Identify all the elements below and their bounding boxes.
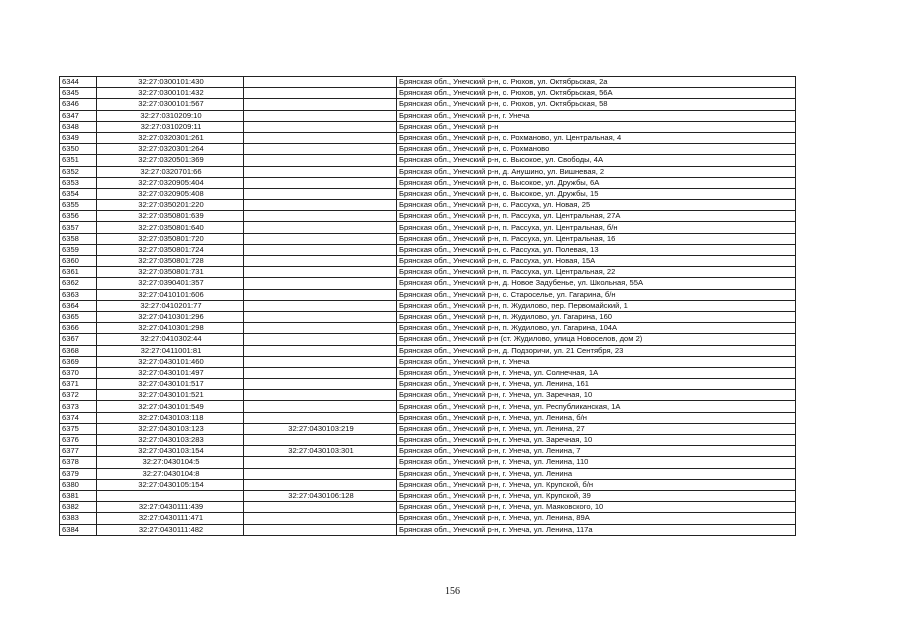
row-number-cell: 6352 (60, 166, 97, 177)
row-number-cell: 6344 (60, 77, 97, 88)
cadastral-number-cell: 32:27:0310209:10 (97, 110, 244, 121)
table-row (60, 267, 796, 278)
cadastral-number-cell: 32:27:0410201:77 (97, 300, 244, 311)
table-row (60, 300, 796, 311)
row-number-cell: 6369 (60, 356, 97, 367)
cadastral-number-cell: 32:27:0310209:11 (97, 121, 244, 132)
row-number-cell: 6372 (60, 390, 97, 401)
table-row (60, 256, 796, 267)
previous-cadastral-number-cell (244, 144, 397, 155)
row-number-cell: 6378 (60, 457, 97, 468)
previous-cadastral-number-cell (244, 166, 397, 177)
previous-cadastral-number-cell (244, 334, 397, 345)
previous-cadastral-number-cell (244, 435, 397, 446)
cadastral-number-cell: 32:27:0390401:357 (97, 278, 244, 289)
address-cell: Брянская обл., Унечский р-н, г. Унеча (397, 110, 796, 121)
address-cell: Брянская обл., Унечский р-н, с. Высокое, ул. Дружбы, 6А (397, 177, 796, 188)
previous-cadastral-number-cell (244, 267, 397, 278)
table-row (60, 356, 796, 367)
cadastral-number-cell: 32:27:0350801:720 (97, 233, 244, 244)
row-number-cell: 6376 (60, 435, 97, 446)
previous-cadastral-number-cell (244, 367, 397, 378)
previous-cadastral-number-cell (244, 155, 397, 166)
row-number-cell: 6355 (60, 200, 97, 211)
row-number-cell: 6358 (60, 233, 97, 244)
address-cell: Брянская обл., Унечский р-н, с. Рохманово, ул. Центральная, 4 (397, 132, 796, 143)
row-number-cell: 6380 (60, 479, 97, 490)
cadastral-number-cell: 32:27:0430101:521 (97, 390, 244, 401)
address-cell: Брянская обл., Унечский р-н, с. Рюхов, ул. Октябрьская, 56А (397, 88, 796, 99)
row-number-cell: 6362 (60, 278, 97, 289)
table-row (60, 323, 796, 334)
cadastral-number-cell: 32:27:0300101:567 (97, 99, 244, 110)
row-number-cell: 6347 (60, 110, 97, 121)
previous-cadastral-number-cell (244, 356, 397, 367)
table-row (60, 367, 796, 378)
row-number-cell: 6373 (60, 401, 97, 412)
row-number-cell: 6360 (60, 256, 97, 267)
cadastral-number-cell: 32:27:0350801:724 (97, 244, 244, 255)
cadastral-number-cell: 32:27:0410301:298 (97, 323, 244, 334)
row-number-cell: 6365 (60, 311, 97, 322)
table-row (60, 412, 796, 423)
previous-cadastral-number-cell (244, 200, 397, 211)
cadastral-number-cell: 32:27:0350801:640 (97, 222, 244, 233)
cadastral-number-cell: 32:27:0430103:123 (97, 423, 244, 434)
previous-cadastral-number-cell (244, 345, 397, 356)
previous-cadastral-number-cell (244, 468, 397, 479)
cadastral-number-cell: 32:27:0410302:44 (97, 334, 244, 345)
cadastral-number-cell: 32:27:0320501:369 (97, 155, 244, 166)
address-cell: Брянская обл., Унечский р-н, г. Унеча, ул. Ленина, 89А (397, 513, 796, 524)
row-number-cell: 6379 (60, 468, 97, 479)
address-cell: Брянская обл., Унечский р-н, п. Жудилово, ул. Гагарина, 160 (397, 311, 796, 322)
row-number-cell: 6354 (60, 188, 97, 199)
address-cell: Брянская обл., Унечский р-н, г. Унеча, ул. Заречная, 10 (397, 390, 796, 401)
row-number-cell: 6350 (60, 144, 97, 155)
cadastral-number-cell: 32:27:0320701:66 (97, 166, 244, 177)
previous-cadastral-number-cell (244, 379, 397, 390)
previous-cadastral-number-cell (244, 278, 397, 289)
address-cell: Брянская обл., Унечский р-н, г. Унеча, ул. Заречная, 10 (397, 435, 796, 446)
cadastral-number-cell: 32:27:0430111:439 (97, 502, 244, 513)
cadastral-number-cell: 32:27:0430103:118 (97, 412, 244, 423)
row-number-cell: 6371 (60, 379, 97, 390)
table-row (60, 468, 796, 479)
table-row (60, 166, 796, 177)
address-cell: Брянская обл., Унечский р-н, с. Рохманово (397, 144, 796, 155)
table-row (60, 121, 796, 132)
address-cell: Брянская обл., Унечский р-н, г. Унеча, ул. Маяковского, 10 (397, 502, 796, 513)
table-row (60, 446, 796, 457)
row-number-cell: 6346 (60, 99, 97, 110)
row-number-cell: 6356 (60, 211, 97, 222)
previous-cadastral-number-cell (244, 77, 397, 88)
previous-cadastral-number-cell (244, 479, 397, 490)
table-row (60, 401, 796, 412)
previous-cadastral-number-cell (244, 300, 397, 311)
previous-cadastral-number-cell (244, 513, 397, 524)
cadastral-number-cell: 32:27:0430103:283 (97, 435, 244, 446)
registry-table-body (60, 77, 796, 536)
cadastral-number-cell: 32:27:0430104:5 (97, 457, 244, 468)
row-number-cell: 6368 (60, 345, 97, 356)
page-number: 156 (445, 586, 460, 597)
address-cell: Брянская обл., Унечский р-н, г. Унеча, ул. Ленина (397, 468, 796, 479)
cadastral-number-cell: 32:27:0430101:549 (97, 401, 244, 412)
address-cell: Брянская обл., Унечский р-н, с. Высокое, ул. Свободы, 4А (397, 155, 796, 166)
table-row (60, 334, 796, 345)
previous-cadastral-number-cell (244, 323, 397, 334)
address-cell: Брянская обл., Унечский р-н, п. Рассуха, ул. Центральная, б/н (397, 222, 796, 233)
cadastral-number-cell: 32:27:0430101:460 (97, 356, 244, 367)
table-row (60, 222, 796, 233)
row-number-cell: 6348 (60, 121, 97, 132)
row-number-cell: 6370 (60, 367, 97, 378)
cadastral-number-cell: 32:27:0411001:81 (97, 345, 244, 356)
table-row (60, 177, 796, 188)
previous-cadastral-number-cell (244, 121, 397, 132)
cadastral-number-cell: 32:27:0320905:408 (97, 188, 244, 199)
table-row (60, 211, 796, 222)
cadastral-number-cell: 32:27:0320301:264 (97, 144, 244, 155)
address-cell: Брянская обл., Унечский р-н, д. Подзоричи, ул. 21 Сентября, 23 (397, 345, 796, 356)
address-cell: Брянская обл., Унечский р-н, п. Рассуха, ул. Центральная, 16 (397, 233, 796, 244)
previous-cadastral-number-cell (244, 502, 397, 513)
registry-table (59, 76, 796, 536)
cadastral-number-cell: 32:27:0350801:731 (97, 267, 244, 278)
cadastral-number-cell: 32:27:0300101:430 (97, 77, 244, 88)
address-cell: Брянская обл., Унечский р-н, п. Жудилово, ул. Гагарина, 104А (397, 323, 796, 334)
previous-cadastral-number-cell (244, 412, 397, 423)
table-row (60, 379, 796, 390)
previous-cadastral-number-cell (244, 177, 397, 188)
row-number-cell: 6382 (60, 502, 97, 513)
address-cell: Брянская обл., Унечский р-н, г. Унеча, ул. Ленина, 110 (397, 457, 796, 468)
previous-cadastral-number-cell (244, 401, 397, 412)
cadastral-number-cell: 32:27:0320301:261 (97, 132, 244, 143)
row-number-cell: 6357 (60, 222, 97, 233)
table-row (60, 513, 796, 524)
table-row (60, 132, 796, 143)
table-row (60, 502, 796, 513)
cadastral-number-cell: 32:27:0300101:432 (97, 88, 244, 99)
address-cell: Брянская обл., Унечский р-н, г. Унеча, ул. Ленина, 27 (397, 423, 796, 434)
address-cell: Брянская обл., Унечский р-н (397, 121, 796, 132)
previous-cadastral-number-cell (244, 99, 397, 110)
table-row (60, 289, 796, 300)
table-row (60, 345, 796, 356)
address-cell: Брянская обл., Унечский р-н, д. Новое Задубенье, ул. Школьная, 55А (397, 278, 796, 289)
table-row (60, 423, 796, 434)
address-cell: Брянская обл., Унечский р-н, с. Рюхов, ул. Октябрьская, 58 (397, 99, 796, 110)
cadastral-number-cell: 32:27:0430111:471 (97, 513, 244, 524)
cadastral-number-cell (97, 490, 244, 501)
cadastral-number-cell: 32:27:0320905:404 (97, 177, 244, 188)
previous-cadastral-number-cell (244, 244, 397, 255)
row-number-cell: 6345 (60, 88, 97, 99)
previous-cadastral-number-cell (244, 132, 397, 143)
row-number-cell: 6374 (60, 412, 97, 423)
address-cell: Брянская обл., Унечский р-н, г. Унеча, ул. Ленина, 7 (397, 446, 796, 457)
address-cell: Брянская обл., Унечский р-н, с. Староселье, ул. Гагарина, б/н (397, 289, 796, 300)
previous-cadastral-number-cell (244, 188, 397, 199)
row-number-cell: 6361 (60, 267, 97, 278)
table-row (60, 200, 796, 211)
table-row (60, 524, 796, 535)
table-row (60, 155, 796, 166)
row-number-cell: 6377 (60, 446, 97, 457)
table-row (60, 188, 796, 199)
address-cell: Брянская обл., Унечский р-н, г. Унеча, ул. Ленина, б/н (397, 412, 796, 423)
table-row (60, 110, 796, 121)
table-row (60, 88, 796, 99)
cadastral-number-cell: 32:27:0430103:154 (97, 446, 244, 457)
row-number-cell: 6351 (60, 155, 97, 166)
previous-cadastral-number-cell (244, 110, 397, 121)
row-number-cell: 6363 (60, 289, 97, 300)
row-number-cell: 6364 (60, 300, 97, 311)
previous-cadastral-number-cell (244, 311, 397, 322)
address-cell: Брянская обл., Унечский р-н, г. Унеча, ул. Крупской, 39 (397, 490, 796, 501)
address-cell: Брянская обл., Унечский р-н, г. Унеча, ул. Крупской, б/н (397, 479, 796, 490)
table-row (60, 99, 796, 110)
table-row (60, 490, 796, 501)
cadastral-number-cell: 32:27:0410301:296 (97, 311, 244, 322)
previous-cadastral-number-cell (244, 256, 397, 267)
previous-cadastral-number-cell: 32:27:0430103:219 (244, 423, 397, 434)
row-number-cell: 6353 (60, 177, 97, 188)
cadastral-number-cell: 32:27:0410101:606 (97, 289, 244, 300)
cadastral-number-cell: 32:27:0430101:517 (97, 379, 244, 390)
row-number-cell: 6384 (60, 524, 97, 535)
address-cell: Брянская обл., Унечский р-н, с. Рассуха, ул. Новая, 25 (397, 200, 796, 211)
row-number-cell: 6349 (60, 132, 97, 143)
address-cell: Брянская обл., Унечский р-н, п. Жудилово, пер. Первомайский, 1 (397, 300, 796, 311)
previous-cadastral-number-cell (244, 289, 397, 300)
previous-cadastral-number-cell (244, 233, 397, 244)
previous-cadastral-number-cell (244, 457, 397, 468)
address-cell: Брянская обл., Унечский р-н, с. Рассуха, ул. Полевая, 13 (397, 244, 796, 255)
previous-cadastral-number-cell (244, 222, 397, 233)
address-cell: Брянская обл., Унечский р-н, с. Высокое, ул. Дружбы, 15 (397, 188, 796, 199)
address-cell: Брянская обл., Унечский р-н, г. Унеча (397, 356, 796, 367)
table-row (60, 390, 796, 401)
address-cell: Брянская обл., Унечский р-н, г. Унеча, ул. Солнечная, 1А (397, 367, 796, 378)
previous-cadastral-number-cell (244, 88, 397, 99)
cadastral-number-cell: 32:27:0350201:220 (97, 200, 244, 211)
address-cell: Брянская обл., Унечский р-н, п. Рассуха, ул. Центральная, 22 (397, 267, 796, 278)
previous-cadastral-number-cell: 32:27:0430103:301 (244, 446, 397, 457)
address-cell: Брянская обл., Унечский р-н (ст. Жудилово, улица Новоселов, дом 2) (397, 334, 796, 345)
cadastral-number-cell: 32:27:0430111:482 (97, 524, 244, 535)
address-cell: Брянская обл., Унечский р-н, с. Рюхов, ул. Октябрьская, 2а (397, 77, 796, 88)
row-number-cell: 6366 (60, 323, 97, 334)
table-row (60, 435, 796, 446)
address-cell: Брянская обл., Унечский р-н, г. Унеча, ул. Ленина, 161 (397, 379, 796, 390)
cadastral-number-cell: 32:27:0350801:639 (97, 211, 244, 222)
cadastral-number-cell: 32:27:0430101:497 (97, 367, 244, 378)
previous-cadastral-number-cell (244, 211, 397, 222)
row-number-cell: 6383 (60, 513, 97, 524)
row-number-cell: 6367 (60, 334, 97, 345)
table-row (60, 233, 796, 244)
row-number-cell: 6381 (60, 490, 97, 501)
cadastral-number-cell: 32:27:0350801:728 (97, 256, 244, 267)
row-number-cell: 6359 (60, 244, 97, 255)
address-cell: Брянская обл., Унечский р-н, д. Анушино, ул. Вишневая, 2 (397, 166, 796, 177)
table-row (60, 311, 796, 322)
table-row (60, 77, 796, 88)
previous-cadastral-number-cell (244, 390, 397, 401)
previous-cadastral-number-cell: 32:27:0430106:128 (244, 490, 397, 501)
address-cell: Брянская обл., Унечский р-н, г. Унеча, ул. Республиканская, 1А (397, 401, 796, 412)
cadastral-number-cell: 32:27:0430105:154 (97, 479, 244, 490)
table-row (60, 457, 796, 468)
address-cell: Брянская обл., Унечский р-н, п. Рассуха, ул. Центральная, 27А (397, 211, 796, 222)
cadastral-number-cell: 32:27:0430104:8 (97, 468, 244, 479)
row-number-cell: 6375 (60, 423, 97, 434)
table-row (60, 244, 796, 255)
address-cell: Брянская обл., Унечский р-н, с. Рассуха, ул. Новая, 15А (397, 256, 796, 267)
table-row (60, 479, 796, 490)
table-row (60, 144, 796, 155)
address-cell: Брянская обл., Унечский р-н, г. Унеча, ул. Ленина, 117а (397, 524, 796, 535)
previous-cadastral-number-cell (244, 524, 397, 535)
table-row (60, 278, 796, 289)
